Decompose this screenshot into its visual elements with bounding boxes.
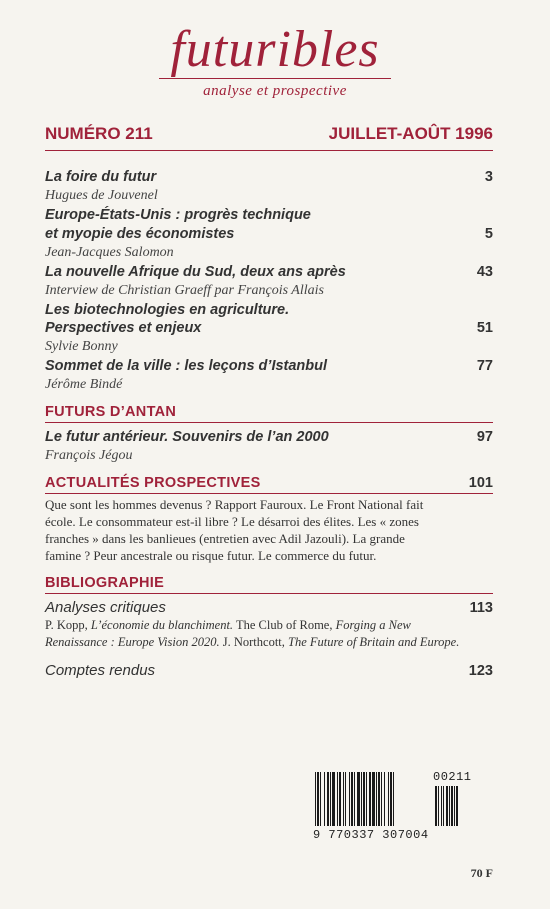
barcode-bar (357, 772, 360, 826)
summary-line: école. Le consommateur est-il libre ? Le désarroi des élites. Les « zones (45, 514, 419, 529)
barcode-bar (349, 772, 350, 826)
article-title: Sommet de la ville : les leçons d’Istanbul (45, 358, 328, 374)
barcode-bar (317, 772, 319, 826)
barcode-bar (363, 772, 365, 826)
section-heading-bibliographie: BIBLIOGRAPHIE (45, 575, 165, 591)
barcode-addon-bar (435, 786, 437, 826)
barcode-bar (388, 772, 389, 826)
section-heading-futurs: FUTURS D’ANTAN (45, 404, 177, 420)
barcode-bar (315, 772, 316, 826)
summary-line: Que sont les hommes devenus ? Rapport Fauroux. Le Front National fait (45, 497, 424, 512)
barcode-bar (366, 772, 367, 826)
article-title: Les biotechnologies en agriculture. (45, 302, 290, 318)
barcode-bar (378, 772, 380, 826)
barcode-bar (339, 772, 341, 826)
issue-header (45, 124, 493, 148)
price-label: 70 F (470, 866, 493, 880)
article-page-number: 77 (476, 358, 493, 374)
article-page-number: 5 (484, 226, 493, 242)
article-author: François Jégou (45, 448, 133, 463)
article-title: Le futur antérieur. Souvenirs de l’an 2000 (45, 429, 329, 445)
article-page-number: 43 (476, 264, 493, 280)
barcode-bar (332, 772, 335, 826)
barcode-addon-bar (446, 786, 448, 826)
logo-underline (159, 78, 391, 79)
barcode-bar (372, 772, 375, 826)
barcode-bar (345, 772, 346, 826)
biblio-analyses-details (45, 617, 495, 651)
issue-number: NUMÉRO 211 (45, 124, 153, 143)
barcode-bar (351, 772, 353, 826)
barcode-addon-digits: 00211 (433, 770, 472, 784)
article-author: Interview de Christian Graeff par François Allais (45, 283, 324, 298)
barcode-bar (327, 772, 329, 826)
biblio-comptes-page: 123 (468, 663, 493, 679)
barcode-bar (369, 772, 371, 826)
barcode-addon-bar (456, 786, 458, 826)
section-divider (45, 593, 493, 594)
barcode-digits: 9 770337 307004 (313, 828, 429, 842)
barcode-bar (376, 772, 377, 826)
biblio-analyses-page: 113 (469, 600, 493, 616)
barcode-addon-bar (443, 786, 444, 826)
section-divider (45, 422, 493, 423)
journal-tagline: analyse et prospective (203, 83, 347, 99)
article-title-continued: et myopie des économistes (45, 226, 235, 242)
barcode-bar (337, 772, 338, 826)
barcode-addon-bar (441, 786, 442, 826)
barcode (305, 770, 491, 850)
article-page-number: 97 (476, 429, 493, 445)
biblio-comptes-title: Comptes rendus (45, 662, 156, 679)
section-divider (45, 493, 493, 494)
barcode-addon-bar (449, 786, 450, 826)
issue-date: JUILLET-AOÛT 1996 (328, 124, 493, 143)
barcode-bar (320, 772, 321, 826)
biblio-line: Renaissance : Europe Vision 2020. J. Northcott, The Future of Britain and Europe. (45, 635, 460, 649)
article-author: Jérôme Bindé (45, 377, 123, 392)
barcode-addon-bar (451, 786, 453, 826)
summary-line: franches » dans les banlieues (entretien avec Adil Jazouli). La grande (45, 531, 405, 546)
barcode-bar (390, 772, 392, 826)
barcode-addon-bar (454, 786, 455, 826)
article-title: Europe-États-Unis : progrès technique (45, 207, 311, 223)
barcode-bar (393, 772, 394, 826)
barcode-bar (324, 772, 325, 826)
article-author: Sylvie Bonny (45, 339, 118, 354)
barcode-bar (354, 772, 355, 826)
section-page-number: 101 (468, 475, 493, 491)
barcode-bar (330, 772, 331, 826)
journal-logo: futuribles (170, 21, 380, 78)
summary-line: famine ? Peur ancestrale ou risque futur. Le commerce du futur. (45, 548, 377, 563)
issue-divider (45, 150, 493, 151)
barcode-bar (343, 772, 344, 826)
article-title-continued: Perspectives et enjeux (45, 320, 202, 336)
biblio-line: P. Kopp, L’économie du blanchiment. The Club of Rome, Forging a New (45, 618, 411, 632)
article-author: Hugues de Jouvenel (45, 188, 158, 203)
actualites-summary (45, 496, 495, 564)
barcode-bar (384, 772, 385, 826)
barcode-bar (361, 772, 362, 826)
article-title: La nouvelle Afrique du Sud, deux ans après (45, 264, 346, 280)
masthead (0, 22, 550, 100)
article-title: La foire du futur (45, 169, 157, 185)
article-page-number: 3 (484, 169, 493, 185)
article-author: Jean-Jacques Salomon (45, 245, 174, 260)
article-page-number: 51 (476, 320, 493, 336)
biblio-analyses-title: Analyses critiques (45, 599, 166, 616)
section-heading-actualites: ACTUALITÉS PROSPECTIVES (45, 475, 261, 491)
barcode-bar (381, 772, 382, 826)
barcode-addon-bar (438, 786, 439, 826)
